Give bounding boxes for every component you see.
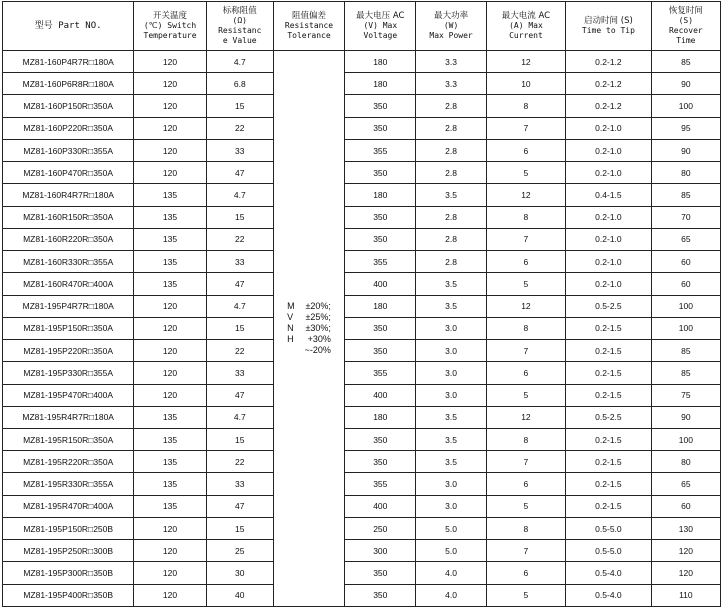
table-row bbox=[3, 139, 721, 161]
resistance-cell: 33 bbox=[206, 362, 273, 384]
part-number-cell: MZ81-160R150R□350A bbox=[3, 206, 134, 228]
power-cell: 3.5 bbox=[416, 295, 486, 317]
table-row bbox=[3, 73, 721, 95]
trip-time-cell: 0.2-1.0 bbox=[566, 206, 652, 228]
temperature-cell: 120 bbox=[134, 384, 206, 406]
resistance-cell: 33 bbox=[206, 473, 273, 495]
table-row bbox=[3, 473, 721, 495]
temperature-cell: 135 bbox=[134, 428, 206, 450]
power-cell: 2.8 bbox=[416, 117, 486, 139]
current-cell: 8 bbox=[486, 517, 565, 539]
table-row bbox=[3, 340, 721, 362]
trip-time-cell: 0.5-2.5 bbox=[566, 406, 652, 428]
power-cell: 2.8 bbox=[416, 95, 486, 117]
resistance-cell: 47 bbox=[206, 384, 273, 406]
table-row bbox=[3, 540, 721, 562]
part-number-cell: MZ81-160R470R□400A bbox=[3, 273, 134, 295]
temperature-cell: 135 bbox=[134, 495, 206, 517]
tolerance-value: +30% bbox=[307, 333, 331, 344]
current-cell: 5 bbox=[486, 584, 565, 606]
temperature-cell: 120 bbox=[134, 362, 206, 384]
header-part-number bbox=[3, 2, 134, 51]
recover-time-cell: 85 bbox=[651, 184, 720, 206]
table-row bbox=[3, 206, 721, 228]
power-cell: 2.8 bbox=[416, 228, 486, 250]
part-number-cell: MZ81-195R220R□350A bbox=[3, 451, 134, 473]
power-cell: 3.3 bbox=[416, 73, 486, 95]
header-resistance: 标称阻值 (Ω) Resistanc e Value bbox=[206, 2, 273, 51]
resistance-cell: 22 bbox=[206, 340, 273, 362]
recover-time-cell: 85 bbox=[651, 362, 720, 384]
voltage-cell: 400 bbox=[345, 273, 416, 295]
current-cell: 8 bbox=[486, 428, 565, 450]
power-cell: 3.0 bbox=[416, 362, 486, 384]
tolerance-value: ±30%; bbox=[305, 322, 331, 333]
resistance-cell: 15 bbox=[206, 206, 273, 228]
temperature-cell: 135 bbox=[134, 206, 206, 228]
power-cell: 3.5 bbox=[416, 406, 486, 428]
temperature-cell: 120 bbox=[134, 317, 206, 339]
voltage-cell: 350 bbox=[345, 162, 416, 184]
trip-time-cell: 0.2-1.5 bbox=[566, 384, 652, 406]
temperature-cell: 135 bbox=[134, 406, 206, 428]
power-cell: 3.0 bbox=[416, 340, 486, 362]
recover-time-cell: 90 bbox=[651, 406, 720, 428]
current-cell: 8 bbox=[486, 206, 565, 228]
current-cell: 7 bbox=[486, 451, 565, 473]
part-number-cell: MZ81-195P4R7R□180A bbox=[3, 295, 134, 317]
power-cell: 3.0 bbox=[416, 473, 486, 495]
voltage-cell: 180 bbox=[345, 184, 416, 206]
current-cell: 7 bbox=[486, 228, 565, 250]
voltage-cell: 350 bbox=[345, 228, 416, 250]
part-number-cell: MZ81-195P150R□350A bbox=[3, 317, 134, 339]
header-part-cn: 型号 bbox=[34, 21, 53, 31]
tolerance-code: V bbox=[287, 311, 294, 322]
recover-time-cell: 120 bbox=[651, 562, 720, 584]
voltage-cell: 250 bbox=[345, 517, 416, 539]
current-cell: 10 bbox=[486, 73, 565, 95]
power-cell: 5.0 bbox=[416, 540, 486, 562]
header-current: 最大电流 AC (A) Max Current bbox=[486, 2, 565, 51]
part-number-cell: MZ81-195P300R□350B bbox=[3, 562, 134, 584]
spec-table bbox=[2, 1, 721, 607]
current-cell: 6 bbox=[486, 562, 565, 584]
resistance-cell: 25 bbox=[206, 540, 273, 562]
voltage-cell: 400 bbox=[345, 495, 416, 517]
header-power: 最大功率 (W) Max Power bbox=[416, 2, 486, 51]
recover-time-cell: 100 bbox=[651, 428, 720, 450]
table-row bbox=[3, 428, 721, 450]
part-number-cell: MZ81-195P400R□350B bbox=[3, 584, 134, 606]
recover-time-cell: 130 bbox=[651, 517, 720, 539]
trip-time-cell: 0.5-4.0 bbox=[566, 584, 652, 606]
resistance-cell: 47 bbox=[206, 273, 273, 295]
trip-time-cell: 0.5-5.0 bbox=[566, 517, 652, 539]
temperature-cell: 120 bbox=[134, 51, 206, 73]
recover-time-cell: 80 bbox=[651, 162, 720, 184]
power-cell: 2.8 bbox=[416, 162, 486, 184]
voltage-cell: 180 bbox=[345, 406, 416, 428]
recover-time-cell: 110 bbox=[651, 584, 720, 606]
power-cell: 4.0 bbox=[416, 562, 486, 584]
current-cell: 7 bbox=[486, 117, 565, 139]
tolerance-values bbox=[305, 301, 331, 356]
current-cell: 8 bbox=[486, 95, 565, 117]
voltage-cell: 355 bbox=[345, 139, 416, 161]
recover-time-cell: 80 bbox=[651, 451, 720, 473]
table-row bbox=[3, 384, 721, 406]
recover-time-cell: 100 bbox=[651, 95, 720, 117]
tolerance-value: ~-20% bbox=[304, 344, 331, 355]
table-row bbox=[3, 295, 721, 317]
part-number-cell: MZ81-195P220R□350A bbox=[3, 340, 134, 362]
resistance-cell: 15 bbox=[206, 517, 273, 539]
resistance-cell: 4.7 bbox=[206, 406, 273, 428]
table-row bbox=[3, 251, 721, 273]
trip-time-cell: 0.2-1.0 bbox=[566, 251, 652, 273]
voltage-cell: 400 bbox=[345, 384, 416, 406]
resistance-cell: 33 bbox=[206, 251, 273, 273]
tolerance-code bbox=[287, 345, 295, 356]
part-number-cell: MZ81-160P6R8R□180A bbox=[3, 73, 134, 95]
trip-time-cell: 0.2-1.5 bbox=[566, 317, 652, 339]
trip-time-cell: 0.2-1.0 bbox=[566, 228, 652, 250]
table-row bbox=[3, 51, 721, 73]
header-recover-time: 恢复时间 (S) Recover Time bbox=[651, 2, 720, 51]
current-cell: 7 bbox=[486, 540, 565, 562]
voltage-cell: 350 bbox=[345, 428, 416, 450]
recover-time-cell: 120 bbox=[651, 540, 720, 562]
recover-time-cell: 65 bbox=[651, 228, 720, 250]
trip-time-cell: 0.2-1.5 bbox=[566, 451, 652, 473]
power-cell: 3.5 bbox=[416, 451, 486, 473]
voltage-cell: 180 bbox=[345, 295, 416, 317]
table-row bbox=[3, 451, 721, 473]
current-cell: 12 bbox=[486, 295, 565, 317]
power-cell: 3.0 bbox=[416, 384, 486, 406]
part-number-cell: MZ81-195R150R□350A bbox=[3, 428, 134, 450]
trip-time-cell: 0.5-5.0 bbox=[566, 540, 652, 562]
trip-time-cell: 0.2-1.0 bbox=[566, 139, 652, 161]
part-number-cell: MZ81-195R330R□355A bbox=[3, 473, 134, 495]
trip-time-cell: 0.2-1.0 bbox=[566, 117, 652, 139]
recover-time-cell: 75 bbox=[651, 384, 720, 406]
voltage-cell: 350 bbox=[345, 451, 416, 473]
resistance-cell: 4.7 bbox=[206, 295, 273, 317]
header-voltage: 最大电压 AC (V) Max Voltage bbox=[345, 2, 416, 51]
trip-time-cell: 0.2-1.5 bbox=[566, 428, 652, 450]
voltage-cell: 350 bbox=[345, 206, 416, 228]
table-row bbox=[3, 362, 721, 384]
part-number-cell: MZ81-160P470R□350A bbox=[3, 162, 134, 184]
recover-time-cell: 60 bbox=[651, 273, 720, 295]
table-body bbox=[3, 51, 721, 607]
part-number-cell: MZ81-160R220R□350A bbox=[3, 228, 134, 250]
tolerance-value: ±20%; bbox=[305, 300, 331, 311]
power-cell: 3.5 bbox=[416, 428, 486, 450]
power-cell: 2.8 bbox=[416, 139, 486, 161]
temperature-cell: 120 bbox=[134, 117, 206, 139]
table-row bbox=[3, 184, 721, 206]
recover-time-cell: 90 bbox=[651, 139, 720, 161]
temperature-cell: 135 bbox=[134, 451, 206, 473]
voltage-cell: 300 bbox=[345, 540, 416, 562]
tolerance-code: N bbox=[287, 322, 294, 333]
table-row bbox=[3, 562, 721, 584]
current-cell: 6 bbox=[486, 139, 565, 161]
power-cell: 5.0 bbox=[416, 517, 486, 539]
resistance-cell: 22 bbox=[206, 117, 273, 139]
trip-time-cell: 0.4-1.5 bbox=[566, 184, 652, 206]
tolerance-cell bbox=[273, 51, 344, 607]
header-part-en: Part NO. bbox=[58, 21, 102, 31]
current-cell: 5 bbox=[486, 384, 565, 406]
voltage-cell: 355 bbox=[345, 251, 416, 273]
current-cell: 8 bbox=[486, 317, 565, 339]
trip-time-cell: 0.2-1.5 bbox=[566, 473, 652, 495]
resistance-cell: 30 bbox=[206, 562, 273, 584]
voltage-cell: 180 bbox=[345, 51, 416, 73]
voltage-cell: 350 bbox=[345, 95, 416, 117]
part-number-cell: MZ81-160P330R□355A bbox=[3, 139, 134, 161]
trip-time-cell: 0.2-1.0 bbox=[566, 162, 652, 184]
resistance-cell: 22 bbox=[206, 451, 273, 473]
resistance-cell: 15 bbox=[206, 428, 273, 450]
table-row bbox=[3, 117, 721, 139]
part-number-cell: MZ81-160P150R□350A bbox=[3, 95, 134, 117]
trip-time-cell: 0.2-1.5 bbox=[566, 362, 652, 384]
resistance-cell: 15 bbox=[206, 317, 273, 339]
part-number-cell: MZ81-160P220R□350A bbox=[3, 117, 134, 139]
resistance-cell: 40 bbox=[206, 584, 273, 606]
power-cell: 2.8 bbox=[416, 251, 486, 273]
current-cell: 12 bbox=[486, 184, 565, 206]
temperature-cell: 120 bbox=[134, 540, 206, 562]
part-number-cell: MZ81-195R4R7R□180A bbox=[3, 406, 134, 428]
voltage-cell: 355 bbox=[345, 362, 416, 384]
resistance-cell: 6.8 bbox=[206, 73, 273, 95]
recover-time-cell: 95 bbox=[651, 117, 720, 139]
recover-time-cell: 85 bbox=[651, 340, 720, 362]
temperature-cell: 120 bbox=[134, 95, 206, 117]
resistance-cell: 47 bbox=[206, 495, 273, 517]
current-cell: 6 bbox=[486, 473, 565, 495]
part-number-cell: MZ81-160R4R7R□180A bbox=[3, 184, 134, 206]
trip-time-cell: 0.2-1.0 bbox=[566, 273, 652, 295]
temperature-cell: 120 bbox=[134, 295, 206, 317]
temperature-cell: 135 bbox=[134, 228, 206, 250]
trip-time-cell: 0.5-2.5 bbox=[566, 295, 652, 317]
temperature-cell: 120 bbox=[134, 162, 206, 184]
trip-time-cell: 0.2-1.5 bbox=[566, 340, 652, 362]
header-row bbox=[3, 2, 721, 51]
voltage-cell: 180 bbox=[345, 73, 416, 95]
header-tolerance: 阻值偏差 Resistance Tolerance bbox=[273, 2, 344, 51]
header-temperature: 开关温度 (℃) Switch Temperature bbox=[134, 2, 206, 51]
temperature-cell: 135 bbox=[134, 184, 206, 206]
resistance-cell: 15 bbox=[206, 95, 273, 117]
temperature-cell: 120 bbox=[134, 517, 206, 539]
table-row bbox=[3, 406, 721, 428]
part-number-cell: MZ81-195P250R□300B bbox=[3, 540, 134, 562]
trip-time-cell: 0.5-4.0 bbox=[566, 562, 652, 584]
recover-time-cell: 65 bbox=[651, 473, 720, 495]
tolerance-codes bbox=[287, 301, 295, 356]
temperature-cell: 120 bbox=[134, 73, 206, 95]
table-row bbox=[3, 584, 721, 606]
recover-time-cell: 70 bbox=[651, 206, 720, 228]
power-cell: 2.8 bbox=[416, 206, 486, 228]
temperature-cell: 120 bbox=[134, 139, 206, 161]
temperature-cell: 135 bbox=[134, 273, 206, 295]
current-cell: 7 bbox=[486, 340, 565, 362]
current-cell: 5 bbox=[486, 495, 565, 517]
current-cell: 5 bbox=[486, 273, 565, 295]
part-number-cell: MZ81-160P4R7R□180A bbox=[3, 51, 134, 73]
table-row bbox=[3, 317, 721, 339]
current-cell: 12 bbox=[486, 51, 565, 73]
tolerance-code: H bbox=[287, 333, 294, 344]
temperature-cell: 120 bbox=[134, 584, 206, 606]
resistance-cell: 4.7 bbox=[206, 184, 273, 206]
trip-time-cell: 0.2-1.2 bbox=[566, 51, 652, 73]
power-cell: 3.3 bbox=[416, 51, 486, 73]
part-number-cell: MZ81-195P150R□250B bbox=[3, 517, 134, 539]
table-row bbox=[3, 495, 721, 517]
resistance-cell: 22 bbox=[206, 228, 273, 250]
table-row bbox=[3, 162, 721, 184]
table-row bbox=[3, 273, 721, 295]
recover-time-cell: 100 bbox=[651, 295, 720, 317]
voltage-cell: 350 bbox=[345, 317, 416, 339]
temperature-cell: 135 bbox=[134, 473, 206, 495]
recover-time-cell: 60 bbox=[651, 251, 720, 273]
voltage-cell: 350 bbox=[345, 340, 416, 362]
recover-time-cell: 85 bbox=[651, 51, 720, 73]
resistance-cell: 47 bbox=[206, 162, 273, 184]
voltage-cell: 350 bbox=[345, 562, 416, 584]
voltage-cell: 350 bbox=[345, 584, 416, 606]
trip-time-cell: 0.2-1.2 bbox=[566, 73, 652, 95]
header-trip-time: 启动时间 (S) Time to Tip bbox=[566, 2, 652, 51]
trip-time-cell: 0.2-1.2 bbox=[566, 95, 652, 117]
table-row bbox=[3, 95, 721, 117]
temperature-cell: 120 bbox=[134, 340, 206, 362]
part-number-cell: MZ81-160R330R□355A bbox=[3, 251, 134, 273]
table-row bbox=[3, 517, 721, 539]
recover-time-cell: 60 bbox=[651, 495, 720, 517]
power-cell: 3.0 bbox=[416, 495, 486, 517]
current-cell: 6 bbox=[486, 251, 565, 273]
current-cell: 12 bbox=[486, 406, 565, 428]
table-row bbox=[3, 228, 721, 250]
temperature-cell: 135 bbox=[134, 251, 206, 273]
recover-time-cell: 90 bbox=[651, 73, 720, 95]
current-cell: 6 bbox=[486, 362, 565, 384]
tolerance-value: ±25%; bbox=[305, 311, 331, 322]
part-number-cell: MZ81-195R470R□400A bbox=[3, 495, 134, 517]
power-cell: 3.5 bbox=[416, 273, 486, 295]
recover-time-cell: 100 bbox=[651, 317, 720, 339]
resistance-cell: 4.7 bbox=[206, 51, 273, 73]
trip-time-cell: 0.2-1.5 bbox=[566, 495, 652, 517]
voltage-cell: 350 bbox=[345, 117, 416, 139]
resistance-cell: 33 bbox=[206, 139, 273, 161]
temperature-cell: 120 bbox=[134, 562, 206, 584]
power-cell: 3.5 bbox=[416, 184, 486, 206]
current-cell: 5 bbox=[486, 162, 565, 184]
voltage-cell: 355 bbox=[345, 473, 416, 495]
part-number-cell: MZ81-195P330R□355A bbox=[3, 362, 134, 384]
part-number-cell: MZ81-195P470R□400A bbox=[3, 384, 134, 406]
tolerance-code: M bbox=[287, 300, 295, 311]
power-cell: 3.0 bbox=[416, 317, 486, 339]
power-cell: 4.0 bbox=[416, 584, 486, 606]
